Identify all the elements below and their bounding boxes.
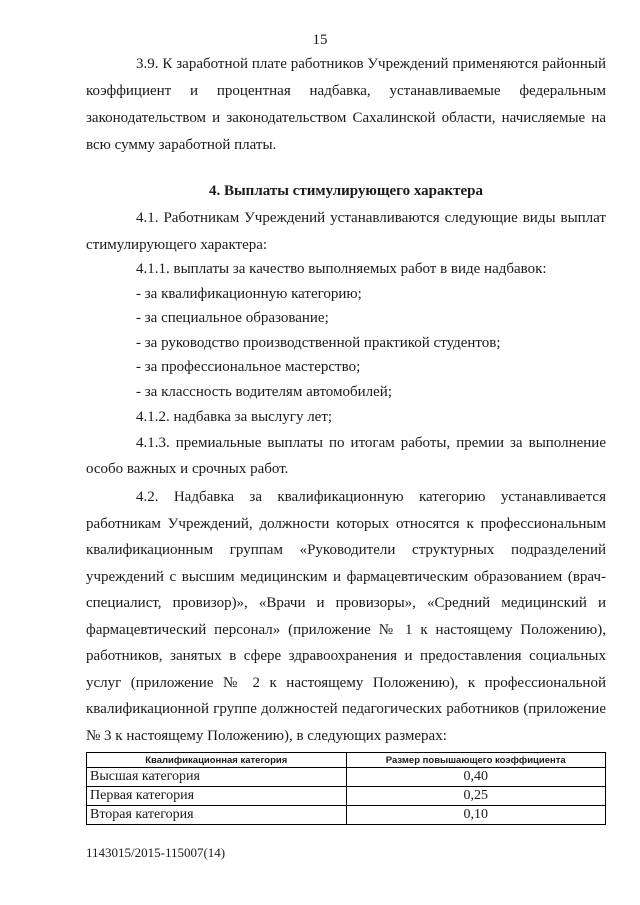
table-cell-category: Высшая категория	[87, 768, 347, 787]
coefficient-table	[86, 752, 606, 825]
footer-code: 1143015/2015-115007(14)	[86, 845, 226, 860]
table-header-category: Квалификационная категория	[87, 753, 347, 768]
table-header-row	[87, 753, 606, 768]
list-item: - за специальное образование;	[136, 310, 329, 326]
table-header-coefficient: Размер повышающего коэффициента	[346, 753, 606, 768]
paragraph-4-1-2: 4.1.2. надбавка за выслугу лет;	[136, 409, 333, 425]
table-row	[87, 787, 606, 806]
table-row	[87, 806, 606, 825]
list-item: - за руководство производственной практикой студентов;	[136, 335, 501, 351]
paragraph-3-9: 3.9. К заработной плате работников Учреждений применяются районный коэффициент и процентная надбавка, устанавливаемые федеральным законодательством и законодательством Сахалинской области, начисляемые на всю сумму заработной платы.	[86, 56, 606, 153]
section-title: 4. Выплаты стимулирующего характера	[208, 183, 484, 199]
table-cell-category: Вторая категория	[87, 806, 347, 825]
paragraph-4-1-3: 4.1.3. премиальные выплаты по итогам работы, премии за выполнение особо важных и срочных работ.	[86, 435, 606, 477]
list-item: - за классность водителям автомобилей;	[136, 384, 393, 400]
table-cell-value: 0,25	[346, 787, 606, 806]
paragraph-4-1-1: 4.1.1. выплаты за качество выполняемых работ в виде надбавок:	[136, 261, 547, 277]
table-cell-category: Первая категория	[87, 787, 347, 806]
paragraph-4-1: 4.1. Работникам Учреждений устанавливаются следующие виды выплат стимулирующего характера:	[86, 210, 606, 253]
table-cell-value: 0,10	[346, 806, 606, 825]
table-row	[87, 768, 606, 787]
list-item: - за квалификационную категорию;	[136, 286, 362, 302]
table-cell-value: 0,40	[346, 768, 606, 787]
list-item: - за профессиональное мастерство;	[136, 359, 361, 375]
paragraph-4-2: 4.2. Надбавка за квалификационную категорию устанавливается работникам Учреждений, должности которых относятся к профессиональным квалификационным группам «Руководители структурных подразделений учреждений с высшим медицинским и фармацевтическим образованием (врач-специалист, провизор)», «Врачи и провизоры», «Средний медицинский и фармацевтический персонал» (приложение № 1 к настоящему Положению), работников, занятых в сфере здравоохранения и предоставления социальных услуг (приложение № 2 к настоящему Положению), к профессиональной квалификационной группе должностей педагогических работников (приложение № 3 к настоящему Положению), в следующих размерах:	[86, 489, 606, 744]
page-number: 15	[312, 32, 328, 48]
